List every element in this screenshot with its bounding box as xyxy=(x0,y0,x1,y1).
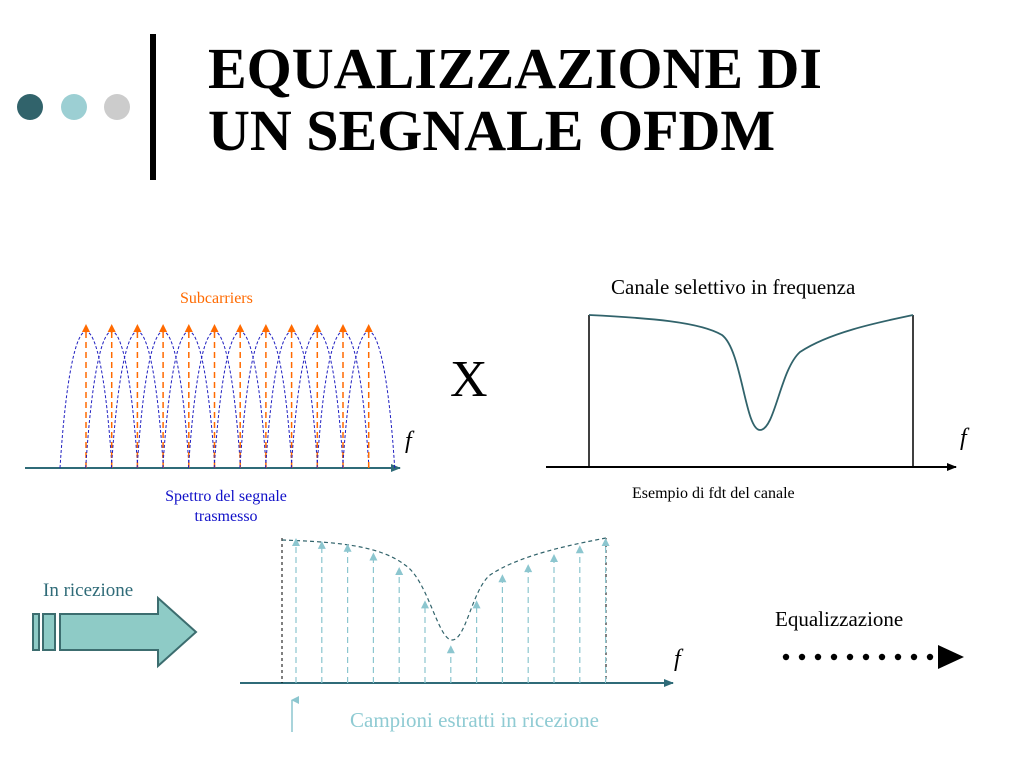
equalization-dot xyxy=(847,654,853,660)
equalization-dot xyxy=(879,654,885,660)
channel-title: Canale selettivo in frequenza xyxy=(611,275,856,299)
samples-caption: Campioni estratti in ricezione xyxy=(350,708,600,732)
subcarrier-arrowhead xyxy=(133,324,141,332)
reception-label: In ricezione xyxy=(43,580,134,601)
equalization-dot xyxy=(927,654,933,660)
subcarrier-arrowhead xyxy=(211,324,219,332)
sample-arrowhead xyxy=(292,538,300,546)
spectrum-caption: Spettro del segnale trasmesso xyxy=(165,488,287,525)
subcarrier-arrowhead xyxy=(185,324,193,332)
reception-arrow-icon xyxy=(33,598,196,666)
sample-arrowhead xyxy=(524,564,532,572)
received-samples xyxy=(240,538,673,732)
equalization-dot xyxy=(863,654,869,660)
title-line-2: UN SEGNALE OFDM xyxy=(208,98,776,163)
subcarrier-arrowhead xyxy=(365,324,373,332)
equalization-dot xyxy=(783,654,789,660)
sample-arrowhead xyxy=(421,600,429,608)
equalization-dot xyxy=(831,654,837,660)
frequency-symbol-right: f xyxy=(960,425,967,451)
equalization-label: Equalizzazione xyxy=(775,607,904,631)
received-envelope xyxy=(282,538,606,640)
channel-curve xyxy=(589,315,913,430)
equalization-dot xyxy=(799,654,805,660)
subcarrier-arrowhead xyxy=(82,324,90,332)
subcarrier-arrowhead xyxy=(313,324,321,332)
frequency-symbol-left: f xyxy=(405,428,412,454)
sample-arrowhead xyxy=(473,600,481,608)
subcarrier-spectrum xyxy=(25,324,400,468)
subcarrier-arrowhead xyxy=(159,324,167,332)
equalization-dot xyxy=(815,654,821,660)
subcarrier-arrowhead xyxy=(339,324,347,332)
subcarrier-arrowhead xyxy=(288,324,296,332)
sample-arrowhead xyxy=(447,645,455,653)
subcarriers-label: Subcarriers xyxy=(180,290,253,307)
sample-arrowhead xyxy=(576,545,584,553)
sample-arrowhead xyxy=(550,554,558,562)
title-line-1: EQUALIZZAZIONE DI xyxy=(208,36,822,101)
subcarrier-arrowhead xyxy=(108,324,116,332)
equalization-dot xyxy=(911,654,917,660)
subcarrier-arrowhead xyxy=(262,324,270,332)
channel-caption: Esempio di fdt del canale xyxy=(632,485,795,502)
subcarrier-arrowhead xyxy=(236,324,244,332)
equalization-dot xyxy=(895,654,901,660)
frequency-symbol-bottom: f xyxy=(674,646,681,672)
sample-arrowhead xyxy=(395,567,403,575)
multiply-symbol: X xyxy=(450,351,488,408)
equalization-arrow-icon xyxy=(783,645,964,669)
sample-arrowhead xyxy=(498,574,506,582)
sample-arrowhead xyxy=(369,553,377,561)
channel-response xyxy=(546,315,956,467)
sample-arrowhead xyxy=(344,544,352,552)
